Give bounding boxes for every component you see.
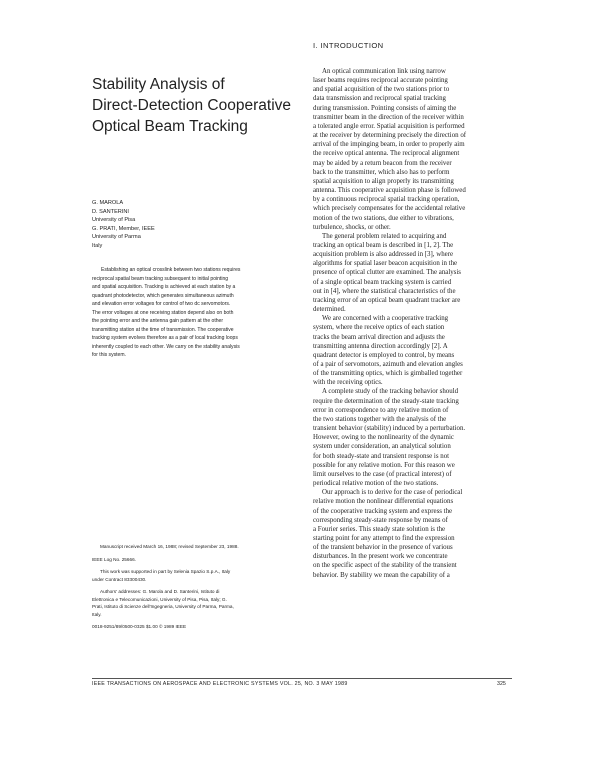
footer-rule — [92, 678, 512, 679]
body-line: of the transmitting optics, which is gimballed together — [313, 370, 463, 378]
footnote-line: Italy. — [92, 611, 102, 617]
footnote-line: IEEE Log No. 25666. — [92, 556, 137, 562]
footnotes — [92, 543, 304, 631]
title-line: Direct-Detection Cooperative — [92, 97, 292, 114]
body-line: starting point for any attempt to find the expression — [313, 534, 455, 542]
body-line: system under consideration, an analytical solution — [313, 443, 451, 451]
body-line: the two stations together with the analysis of the — [313, 415, 447, 423]
body-line: Our approach is to derive for the case of periodical — [322, 489, 463, 497]
footnote-line: under Contract 83300430. — [92, 576, 147, 582]
author-name: D. SANTERINI — [92, 208, 129, 215]
body-line: data transmission and reciprocal spatial tracking — [313, 95, 446, 103]
body-line: algorithms for spatial laser beacon acquisition in the — [313, 260, 458, 268]
footnote-line: Manuscript received March 16, 1988; revised September 23, 1988. — [100, 544, 239, 549]
body-line: back to the transmitter, which also has to perform — [313, 168, 450, 176]
abstract-line: The error voltages at one receiving station depend also on both — [92, 309, 234, 316]
author-name: G. PRATI, Member, IEEE — [92, 225, 155, 232]
author-affiliation: University of Pisa — [92, 217, 136, 224]
abstract-line: inherently coupled to each other. We carry on the stability analysis — [92, 343, 240, 350]
body-line: determined. — [313, 306, 346, 314]
body-line: The general problem related to acquiring and — [322, 232, 447, 240]
body-line: arrival of the impinging beam, in order to properly aim — [313, 141, 465, 149]
body-line: during transmission. Pointing consists of aiming the — [313, 104, 457, 112]
abstract-line: for this system. — [92, 352, 126, 359]
body-line: and spatial acquisition of the two stations prior to — [313, 86, 450, 94]
body-line: However, owing to the nonlinearity of the dynamic — [313, 434, 454, 442]
abstract-line: and spatial acquisition. Tracking is achieved at each station by a — [92, 284, 236, 291]
body-line: a tolerated angle error. Spatial acquisition is performed — [313, 122, 465, 130]
body-line: tracking error of an optical beam quadrant tracker are — [313, 296, 461, 304]
abstract — [92, 266, 302, 360]
body-line: disturbances. In the present work we concentrate — [313, 553, 448, 561]
body-line: We are concerned with a cooperative tracking — [322, 315, 449, 323]
abstract-line: the pointing error and the antenna gain pattern at the other — [92, 318, 224, 325]
paper-title — [92, 74, 302, 137]
body-line: motion of the two stations, due either to vibrations, — [313, 214, 454, 222]
body-line: antenna. This cooperative acquisition phase is followed — [313, 187, 466, 195]
body-line: periodical relative motion of the two stations. — [313, 480, 439, 488]
body-line: on the specific aspect of the stability of the transient — [313, 562, 457, 570]
body-line: require the determination of the steady-state tracking — [313, 397, 459, 405]
body-line: transient behavior (stability) induced by a perturbation. — [313, 425, 466, 433]
author-affiliation: University of Parma — [92, 234, 141, 241]
abstract-line: transmitting station at the time of transmission. The cooperative — [92, 326, 234, 333]
body-line: the receive optical antenna. The reciprocal alignment — [313, 150, 460, 158]
body-line: acquisition problem is also addressed in [3], where — [313, 251, 454, 259]
body-line: of a single optical beam tracking system is carried — [313, 278, 452, 286]
body-line: may be aided by a return beacon from the receiver — [313, 159, 452, 167]
body-line: possible for any relative motion. For this reason we — [313, 461, 455, 469]
copyright-line: 0018-9251/89/0500-0325 $1.00 © 1989 IEEE — [92, 624, 187, 629]
body-text — [313, 67, 513, 580]
author-block — [92, 199, 282, 251]
body-line: quadrant detector is employed to control, by means — [313, 351, 455, 359]
section-heading: I. INTRODUCTION — [313, 41, 384, 50]
body-line: error in correspondence to any relative motion of — [313, 406, 449, 414]
body-line: behavior. By stability we mean the capability of a — [313, 571, 450, 579]
footnote-line: Elettronica e Telecomunicazioni, University of Pisa, Pisa, Italy; G. — [92, 596, 227, 602]
body-line: turbulence, shocks, or other. — [313, 223, 391, 231]
body-line: tracking an optical beam is described in [1, 2]. The — [313, 241, 454, 249]
body-line: presence of optical clutter are examined. The analysis — [313, 269, 461, 277]
body-line: out in [4], where the statistical characteristics of the — [313, 287, 456, 295]
body-line: by a continuous reciprocal spatial tracking operation, — [313, 196, 460, 204]
body-line: with the receiving optics. — [313, 379, 383, 387]
body-line: transmitter beam in the direction of the receiver within — [313, 113, 464, 121]
title-line: Optical Beam Tracking — [92, 118, 248, 135]
body-line: limit ourselves to the case (of practical interest) of — [313, 470, 452, 478]
body-line: tracks the beam arrival direction and adjusts the — [313, 333, 445, 341]
abstract-line: Establishing an optical crosslink between two stations requires — [101, 267, 241, 273]
body-line: of the cooperative tracking system and express the — [313, 507, 453, 515]
body-line: which precisely compensates for the accidental relative — [313, 205, 466, 213]
body-line: An optical communication link using narrow — [322, 68, 446, 75]
abstract-line: and elevation error voltages for control of two dc servomotors. — [92, 301, 231, 308]
author-name: G. MAROLA — [92, 200, 124, 206]
abstract-line: reciprocal spatial beam tracking subsequent to initial pointing — [92, 275, 229, 282]
body-line: for both steady-state and transient response is not — [313, 452, 450, 460]
body-line: at the receiver by determining precisely the direction of — [313, 132, 467, 140]
footnote-line: Prati, Istituto di Scienze dell'Ingegneria, University of Parma, Parma, — [92, 604, 234, 609]
title-line: Stability Analysis of — [92, 76, 225, 93]
body-line: spatial acquisition to align properly its transmitting — [313, 177, 454, 185]
footnote-line: This work was supported in part by Selenia Spazio S.p.A., Italy — [100, 569, 231, 574]
body-line: of the transient behavior in the presence of various — [313, 544, 453, 552]
body-line: system, where the receive optics of each station — [313, 324, 445, 332]
page-number: 325 — [497, 681, 506, 687]
body-line: a Fourier series. This steady state solution is the — [313, 525, 446, 533]
abstract-line: quadrant photodetector, which generates simultaneous azimuth — [92, 292, 234, 299]
body-line: relative motion the nonlinear differential equations — [313, 498, 454, 506]
journal-footer: IEEE TRANSACTIONS ON AEROSPACE AND ELECTRONIC SYSTEMS VOL. 25, NO. 3 MAY 1989 — [92, 681, 348, 687]
author-affiliation: Italy — [92, 242, 103, 249]
body-line: corresponding steady-state response by means of — [313, 516, 448, 524]
abstract-line: tracking system evolves therefore as a pair of local tracking loops — [92, 335, 238, 342]
body-line: of a pair of servomotors, azimuth and elevation angles — [313, 361, 463, 368]
body-line: transmitting antenna direction accordingly [2]. A — [313, 342, 448, 350]
footnote-line: Authors' addresses: G. Marola and D. Santerini, Istituto di — [100, 589, 220, 594]
body-line: A complete study of the tracking behavior should — [322, 388, 459, 396]
body-line: laser beams requires reciprocal accurate pointing — [313, 77, 448, 85]
